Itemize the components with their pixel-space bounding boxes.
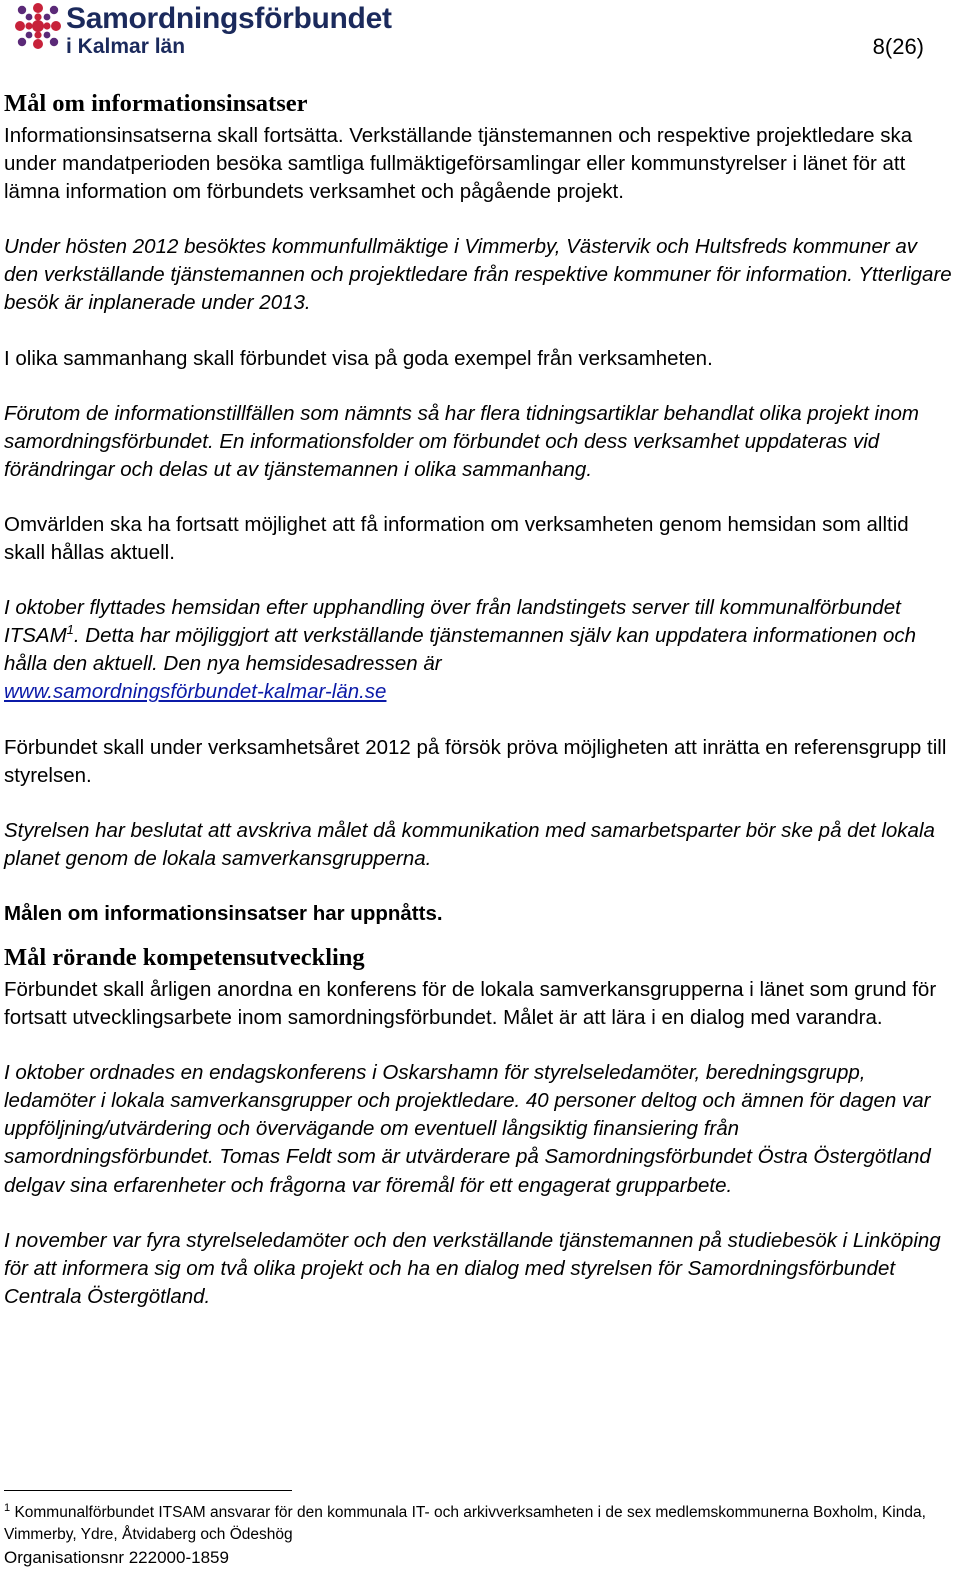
section-heading-competence: Mål rörande kompetensutveckling xyxy=(4,943,365,971)
paragraph: Förutom de informationstillfällen som nämnts så har flera tidningsartiklar behandlat olika projekt inom samordningsförbundet. En informationsfolder om förbundet och dess verksamhet uppdateras vid förändringar och delas ut av tjänstemannen i olika sammanhang. xyxy=(4,401,919,481)
logo-cross-icon xyxy=(14,2,62,50)
page-number: 8(26) xyxy=(872,34,924,59)
logo-title: Samordningsförbundet xyxy=(66,2,392,35)
logo-subtitle: i Kalmar län xyxy=(66,35,186,58)
paragraph: Styrelsen har beslutat att avskriva målet då kommunikation med samarbetsparter bör ske på det lokala planet genom de lokala samverkansgrupperna. xyxy=(4,818,935,870)
paragraph: I november var fyra styrelseledamöter och den verkställande tjänstemannen på studiebesök i Linköping för att informera sig om två olika projekt och ha en dialog med styrelsen för Samordningsförbundet Centrala Östergötland. xyxy=(4,1228,941,1308)
section-heading-information: Mål om informationsinsatser xyxy=(4,90,308,117)
paragraph: Under hösten 2012 besöktes kommunfullmäktige i Vimmerby, Västervik och Hultsfreds kommuner av den verkställande tjänstemannen och projektledare från respektive kommuner för information. Ytterligare besök är inplanerade under 2013. xyxy=(4,235,952,315)
website-link[interactable]: www.samordningsförbundet-kalmar-län.se xyxy=(4,680,387,704)
paragraph: Informationsinsatserna skall fortsätta. Verkställande tjänstemannen och respektive projektledare ska under mandatperioden besöka samtliga fullmäktigeförsamlingar eller kommunstyrelser i länet för att lämna information om förbundets verksamhet och pågående projekt. xyxy=(4,124,913,204)
footnote-number: 1 xyxy=(4,1502,11,1514)
paragraph: Förbundet skall årligen anordna en konferens för de lokala samverkansgrupperna i länet som grund för fortsatt utvecklingsarbete inom samordningsförbundet. Målet är att lära i en dialog med varandra. xyxy=(4,977,937,1030)
footnote-reference: 1 xyxy=(66,622,74,638)
paragraph: Omvärlden ska ha fortsatt möjlighet att få information om verksamheten genom hemsidan som alltid skall hållas aktuell. xyxy=(4,512,909,565)
document-body xyxy=(4,88,954,1311)
paragraph-with-link xyxy=(4,594,954,706)
footnote-divider xyxy=(4,1490,292,1491)
paragraph-text: . Detta har möjliggjort att verkställande tjänstemannen själv kan uppdatera informationen och hålla den aktuell. Den nya hemsidesadressen är xyxy=(4,624,917,676)
paragraph-text: I oktober flyttades hemsidan efter upphandling över från landstingets server till kommunalförbundet ITSAM xyxy=(4,596,901,648)
logo xyxy=(14,2,392,58)
footnote-text: Kommunalförbundet ITSAM ansvarar för den kommunala IT- och arkivverksamheten i de sex medlemskommunerna Boxholm, Kinda, Vimmerby, Ydre, Åtvidaberg och Ödeshög xyxy=(4,1504,926,1543)
footnote xyxy=(4,1502,954,1546)
paragraph: Förbundet skall under verksamhetsåret 2012 på försök pröva möjligheten att inrätta en referensgrupp till styrelsen. xyxy=(4,735,947,787)
paragraph: I olika sammanhang skall förbundet visa på goda exempel från verksamheten. xyxy=(4,346,713,370)
conclusion-statement: Målen om informationsinsatser har uppnåtts. xyxy=(4,901,443,925)
paragraph: I oktober ordnades en endagskonferens i Oskarshamn för styrelseledamöter, beredningsgrupp, ledamöter i lokala samverkansgrupper och projektledare. 40 personer deltog och ämnen för dagen var uppföljning/utvärdering och övervägande om eventuell långsiktig finansiering från samordningsförbundet. Tomas Feldt som är utvärderare på Samordningsförbundet Östra Östergötland delgav sina erfarenheter och frågorna var föremål för ett engagerat grupparbete. xyxy=(4,1061,931,1197)
organisation-number: Organisationsnr 222000-1859 xyxy=(4,1548,229,1567)
